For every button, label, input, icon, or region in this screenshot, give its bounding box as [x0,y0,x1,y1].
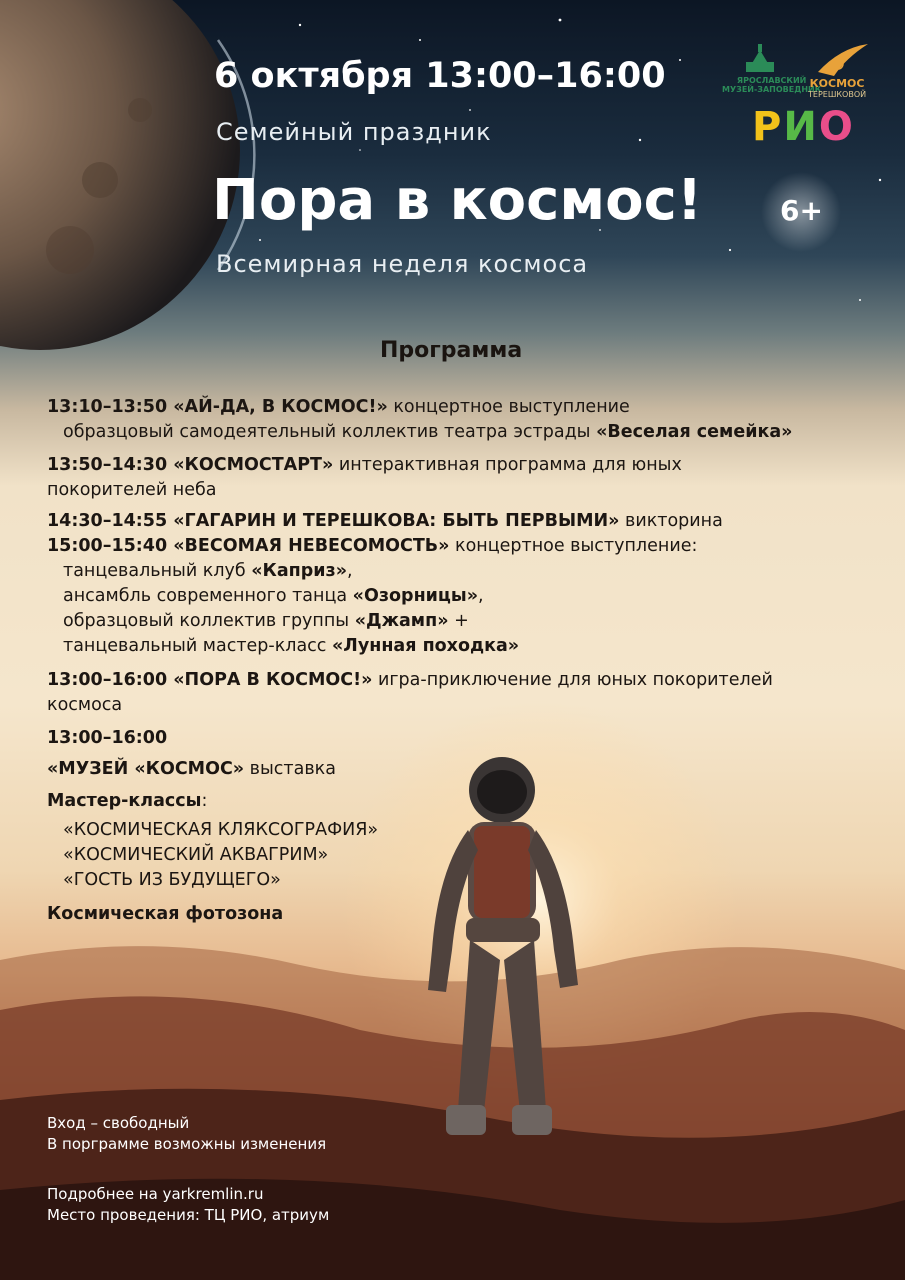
performer-2-label: ансамбль современного танца [63,586,353,606]
program-item-2-title: 13:50–14:30 «КОСМОСТАРТ» [47,455,334,475]
entry-note: Вход – свободный [47,1114,190,1132]
event-subtitle: Семейный праздник [216,118,492,146]
changes-note: В порграмме возможны изменения [47,1135,327,1153]
performer-1-name: «Каприз» [251,561,348,581]
program-item-1-line2: образцовый самодеятельный коллектив театра эстрады [63,422,597,442]
performer-1-label: танцевальный клуб [63,561,252,581]
masterclasses-section [47,789,378,893]
program-item-3-title: 14:30–14:55 «ГАГАРИН И ТЕРЕШКОВА: БЫТЬ ПЕРВЫМИ» [47,511,620,531]
kosmos-logo-line2: ТЕРЕШКОВОЙ [808,90,867,99]
program-item-6 [47,726,336,782]
rio-letter-o: О [818,104,855,150]
performer-3-end: + [448,611,469,631]
rio-letter-r: Р [752,104,784,150]
event-date: 6 октября 13:00–16:00 [214,56,666,96]
museum-logo-line1: ЯРОСЛАВСКИЙ [736,76,807,85]
masterclass-1: «КОСМИЧЕСКАЯ КЛЯКСОГРАФИЯ» [63,820,379,840]
program-item-6-title: «МУЗЕЙ «КОСМОС» [47,759,245,779]
museum-logo-line2: МУЗЕЙ-ЗАПОВЕДНИК [722,85,822,94]
masterclass-3: «ГОСТЬ ИЗ БУДУЩЕГО» [63,870,281,890]
museum-logo [722,76,821,94]
performer-3-label: образцовый коллектив группы [63,611,355,631]
kosmos-logo [808,78,866,100]
program-item-4-title: 15:00–15:40 «ВЕСОМАЯ НЕВЕСОМОСТЬ» [47,536,450,556]
kosmos-logo-line1: КОСМОС [809,77,865,90]
program-item-2 [47,453,682,503]
footer-info [47,1184,329,1226]
masterclass-2: «КОСМИЧЕСКИЙ АКВАГРИМ» [63,845,329,865]
program-item-4 [47,534,697,659]
performer-1-end: , [347,561,353,581]
program-item-6-time: 13:00–16:00 [47,728,168,748]
program-item-5 [47,668,773,718]
rio-letter-i: И [783,104,819,150]
program-item-3-desc: викторина [619,511,723,531]
program-item-5-desc: игра-приключение для юных покорителей [372,670,773,690]
museum-logo-icon [746,44,774,72]
masterclasses-label: Мастер-классы [47,791,202,811]
program-item-5-line2: космоса [47,695,123,715]
program-item-5-title: 13:00–16:00 «ПОРА В КОСМОС!» [47,670,373,690]
performer-3-name: «Джамп» [354,611,449,631]
event-title: Пора в космос! [212,168,703,233]
rio-logo [752,104,855,150]
website-note: Подробнее на yarkremlin.ru [47,1185,264,1203]
performer-4-name: «Лунная походка» [332,636,520,656]
photozone [47,902,283,927]
program-heading: Программа [380,338,523,363]
program-item-1-title: 13:10–13:50 «АЙ-ДА, В КОСМОС!» [47,397,388,417]
masterclasses-colon: : [201,791,208,811]
photozone-label: Космическая фотозона [47,904,284,924]
performer-2-name: «Озорницы» [352,586,479,606]
program-item-6-desc: выставка [244,759,336,779]
performer-2-end: , [478,586,484,606]
program-item-1 [47,395,792,445]
program-item-4-desc: концертное выступление: [449,536,698,556]
event-week: Всемирная неделя космоса [216,250,589,278]
age-rating-badge: 6+ [780,194,823,227]
program-item-2-line2: покорителей неба [47,480,217,500]
footer-entry [47,1113,326,1155]
program-item-2-desc: интерактивная программа для юных [333,455,682,475]
program-item-1-group: «Веселая семейка» [596,422,793,442]
program-item-1-desc: концертное выступление [387,397,630,417]
venue-note: Место проведения: ТЦ РИО, атриум [47,1206,330,1224]
performer-4-label: танцевальный мастер-класс [63,636,332,656]
program-item-3 [47,509,723,534]
kosmos-logo-icon [818,44,868,76]
